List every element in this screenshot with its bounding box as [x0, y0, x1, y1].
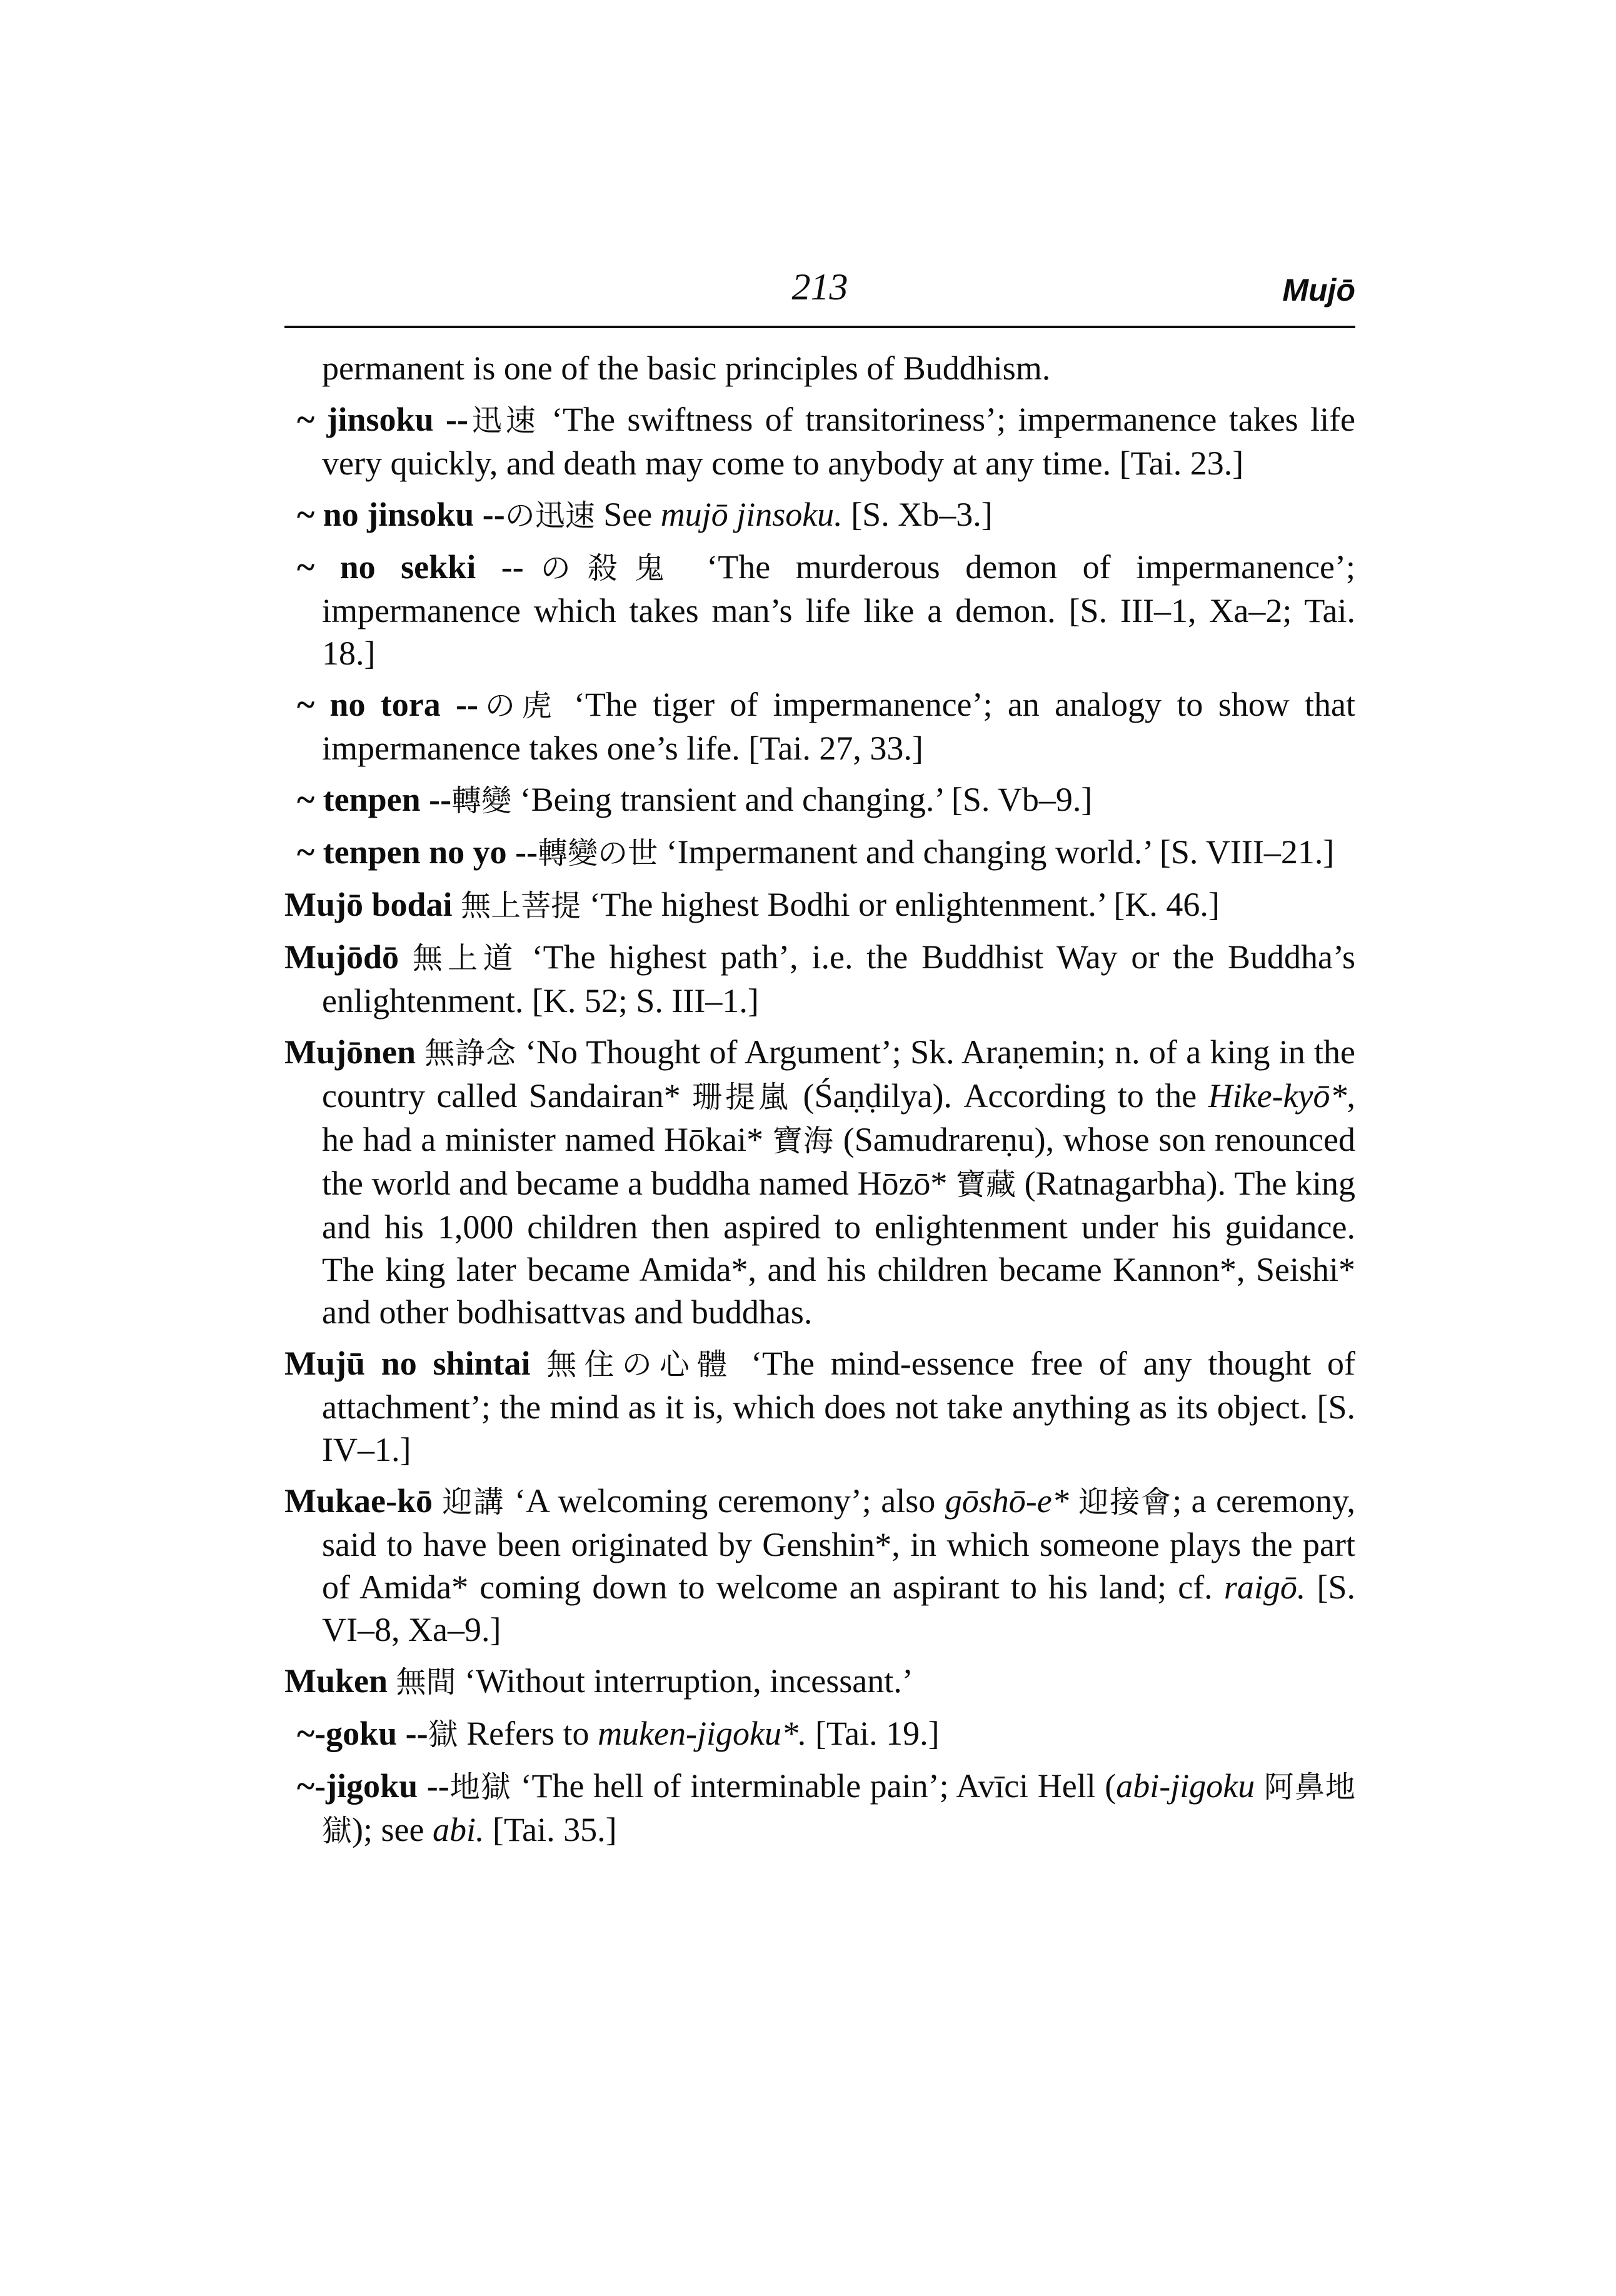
page-header — [284, 266, 1355, 328]
entry-tenpen-no-yo: ~ tenpen no yo --轉變の世 ‘Impermanent and changing world.’ [S. VIII–21.] — [297, 833, 1335, 871]
entry-jigoku: ~-jigoku --地獄 ‘The hell of interminable pain’; Avīci Hell (abi-jigoku 阿鼻地獄); see abi. [Tai. 35.] — [297, 1767, 1356, 1848]
entry-no-sekki: ~ no sekki --の殺鬼 ‘The murderous demon of impermanence’; impermanence which takes man’s life like a demon. [S. III–1, Xa–2; Tai. 18.] — [297, 548, 1356, 672]
entry-muju-no-shintai: Mujū no shintai 無住の心體 ‘The mind-essence free of any thought of attachment’; the mind as it is, which does not take anything as its object. [S. IV–1.] — [284, 1345, 1356, 1468]
entry-mujonen: Mujōnen 無諍念 ‘No Thought of Argument’; Sk. Araṇemin; n. of a king in the country called Sandairan* 珊提嵐 (Śaṇḍilya). According to the Hike-kyō*, he had a minister named Hōkai* 寶海 (Samudrareṇu), whose son renounced the world and became a buddha named Hōzō* 寶藏 (Ratnagarbha). The king and his 1,000 children then aspired to enlightenment under his guidance. The king later became Amida*, and his children became Kannon*, Seishi* and other bodhisattvas and buddhas. — [284, 1033, 1356, 1331]
dictionary-body — [284, 347, 1355, 1861]
entry-tenpen: ~ tenpen --轉變 ‘Being transient and changing.’ [S. Vb–9.] — [297, 781, 1093, 818]
entry-goku: ~-goku --獄 Refers to muken-jigoku*. [Tai. 19.] — [297, 1715, 940, 1752]
entry-mujodo: Mujōdō 無上道 ‘The highest path’, i.e. the Buddhist Way or the Buddha’s enlightenment. [K. 52; S. III–1.] — [284, 938, 1355, 1020]
entry-muken: Muken 無間 ‘Without interruption, incessant.’ — [284, 1662, 913, 1700]
header-rule — [284, 326, 1355, 328]
entry-mukae-ko: Mukae-kō 迎講 ‘A welcoming ceremony’; also gōshō-e* 迎接會; a ceremony, said to have been originated by Genshin*, in which someone plays the part of Amida* coming down to welcome an aspirant to his land; cf. raigō. [S. VI–8, Xa–9.] — [284, 1482, 1356, 1648]
entry-continuation: permanent is one of the basic principles of Buddhism. — [322, 349, 1051, 387]
running-head: Mujō — [1282, 273, 1355, 308]
entry-jinsoku: ~ jinsoku --迅速 ‘The swiftness of transitoriness’; impermanence takes life very quickly, and death may come to anybody at any time. [Tai. 23.] — [297, 401, 1356, 482]
entry-no-tora: ~ no tora --の虎 ‘The tiger of impermanence’; an analogy to show that impermanence takes one’s life. [Tai. 27, 33.] — [297, 686, 1356, 767]
page-number: 213 — [791, 266, 848, 308]
entry-mujo-bodai: Mujō bodai 無上菩提 ‘The highest Bodhi or enlightenment.’ [K. 46.] — [284, 886, 1220, 923]
entry-no-jinsoku: ~ no jinsoku --の迅速 See mujō jinsoku. [S. Xb–3.] — [297, 496, 993, 533]
